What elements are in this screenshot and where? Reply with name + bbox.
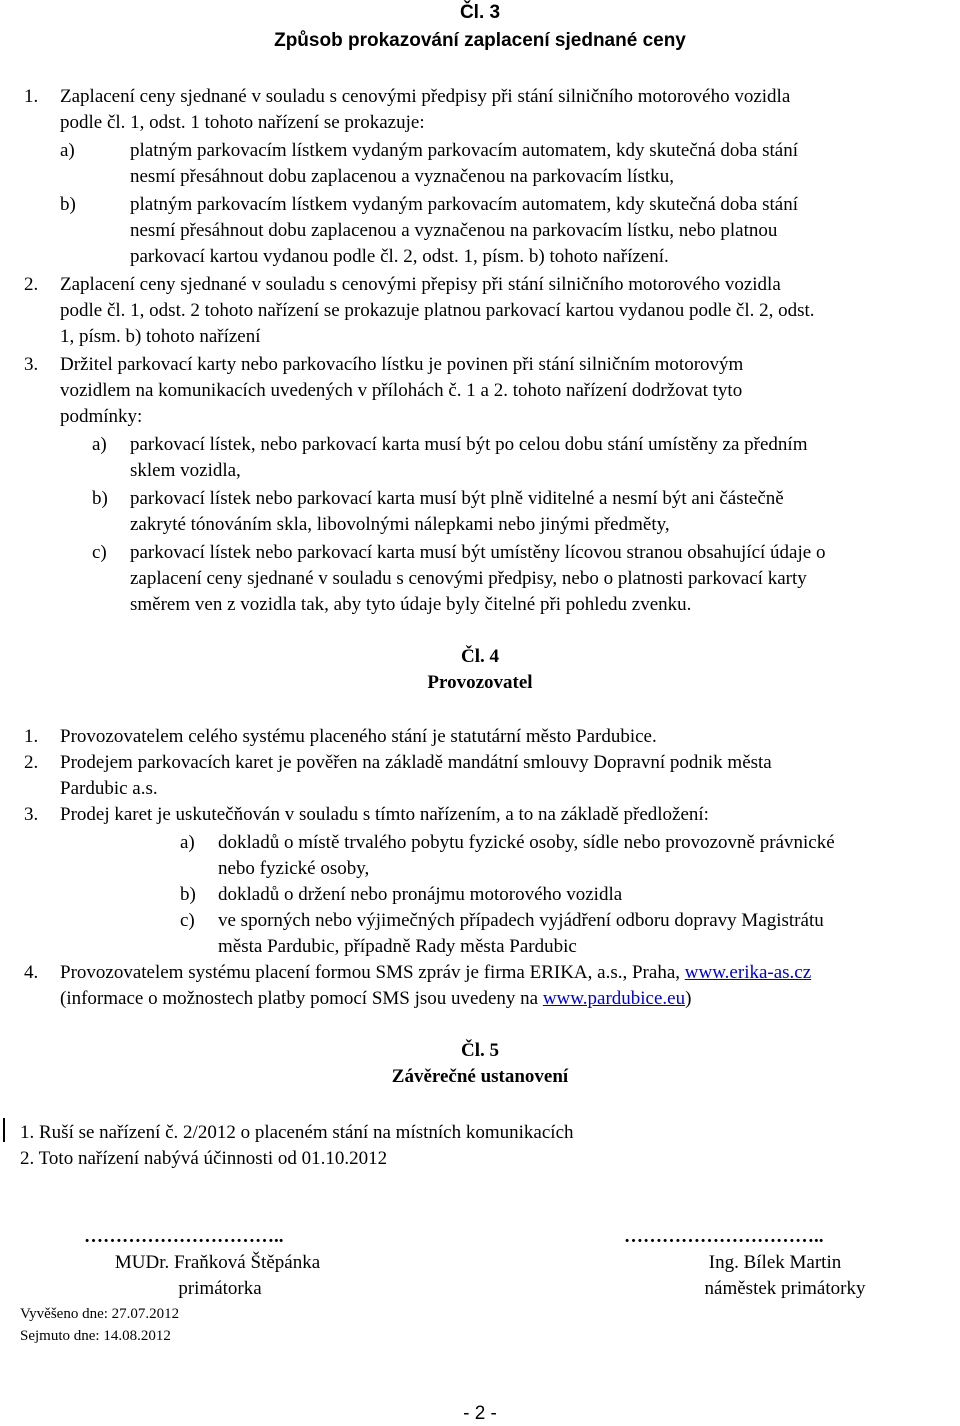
art3-b-line1: platným parkovacím lístkem vydaným parkovacím automatem, kdy skutečná doba stání [130, 194, 798, 215]
right-signature-line: ………………………….. [624, 1226, 824, 1247]
art3-p3-line2: vozidlem na komunikacích uvedených v přílohách č. 1 a 2. tohoto nařízení dodržovat tyto [60, 380, 743, 401]
art4-a-line1: dokladů o místě trvalého pobytu fyzické osoby, sídle nebo provozovně právnické [218, 832, 835, 853]
art4-heading: Čl. 4 [461, 646, 499, 667]
art5-title: Závěrečné ustanovení [391, 1066, 569, 1087]
right-signatory-role: náměstek primátorky [704, 1278, 866, 1299]
left-signature-line: ………………………….. [84, 1226, 284, 1247]
left-signatory-name: MUDr. Fraňková Štěpánka [114, 1252, 321, 1273]
erika-link[interactable]: www.erika-as.cz [684, 962, 812, 983]
art4-c-line1: ve sporných nebo výjimečných případech vyjádření odboru dopravy Magistrátu [218, 910, 824, 931]
revision-bar [3, 1118, 5, 1142]
art3-a-line1: platným parkovacím lístkem vydaným parkovacím automatem, kdy skutečná doba stání [130, 140, 798, 161]
art4-p4-line1-text: Provozovatelem systému placení formou SMS zpráv je firma ERIKA, a.s., Praha, [60, 962, 685, 983]
art4-p3-number: 3. [24, 804, 39, 825]
art3-cond-a-label: a) [92, 434, 107, 455]
art4-p2-number: 2. [24, 752, 39, 773]
art4-p1: Provozovatelem celého systému placeného stání je statutární město Pardubice. [60, 726, 657, 747]
art3-cond-b-label: b) [92, 488, 108, 509]
art3-heading: Čl. 3 [459, 2, 501, 23]
right-signatory-name: Ing. Bílek Martin [708, 1252, 842, 1273]
art5-p2: 2. Toto nařízení nabývá účinnosti od 01.10.2012 [20, 1148, 388, 1169]
art4-c-line2: města Pardubic, případně Rady města Pardubic [218, 936, 577, 957]
art4-p3: Prodej karet je uskutečňován v souladu s tímto nařízením, a to na základě předložení: [60, 804, 709, 825]
art3-p3-line1: Držitel parkovací karty nebo parkovacího lístku je povinen při stání silničním motorovým [60, 354, 744, 375]
art4-c-label: c) [180, 910, 195, 931]
art3-title: Způsob prokazování zaplacení sjednané ceny [274, 30, 686, 51]
art5-p1: 1. Ruší se nařízení č. 2/2012 o placeném stání na místních komunikacích [20, 1122, 574, 1143]
art4-a-label: a) [180, 832, 195, 853]
art3-p1-line1: Zaplacení ceny sjednané v souladu s cenovými předpisy při stání silničního motorového vozidla [60, 86, 791, 107]
art3-p2-line3: 1, písm. b) tohoto nařízení [60, 326, 261, 347]
art3-p2-number: 2. [24, 274, 39, 295]
art4-a-line2: nebo fyzické osoby, [218, 858, 370, 879]
art3-p3-line3: podmínky: [60, 406, 143, 427]
art3-cond-a-line2: sklem vozidla, [130, 460, 241, 481]
art4-p2-line1: Prodejem parkovacích karet je pověřen na základě mandátní smlouvy Dopravní podnik města [60, 752, 772, 773]
art3-cond-b-line2: zakryté tónováním skla, libovolnými nálepkami nebo jinými předměty, [130, 514, 670, 535]
art4-p4-line2-end: ) [685, 988, 692, 1009]
art4-p2-line2: Pardubic a.s. [60, 778, 158, 799]
art4-p4-line2 [60, 986, 691, 1012]
pardubice-link[interactable]: www.pardubice.eu [542, 988, 686, 1009]
art3-a-label: a) [60, 140, 75, 161]
art3-cond-a-line1: parkovací lístek, nebo parkovací karta musí být po celou dobu stání umístěny za předním [130, 434, 808, 455]
art3-p3-number: 3. [24, 354, 39, 375]
art3-cond-c-label: c) [92, 542, 107, 563]
art3-cond-b-line1: parkovací lístek nebo parkovací karta musí být plně viditelné a nesmí být ani částečně [130, 488, 784, 509]
art3-cond-c-line2: zaplacení ceny sjednané v souladu s cenovými předpisy, nebo o platnosti parkovací karty [130, 568, 807, 589]
art3-p2-line1: Zaplacení ceny sjednané v souladu s cenovými přepisy při stání silničního motorového vozidla [60, 274, 781, 295]
art3-p1-number: 1. [24, 86, 39, 107]
art3-a-line2: nesmí přesáhnout dobu zaplacenou a vyznačenou na parkovacím lístku, [130, 166, 674, 187]
art3-cond-c-line3: směrem ven z vozidla tak, aby tyto údaje byly čitelné při pohledu zvenku. [130, 594, 692, 615]
art3-b-line3: parkovací kartou vydanou podle čl. 2, odst. 1, písm. b) tohoto nařízení. [130, 246, 669, 267]
art5-heading: Čl. 5 [461, 1040, 499, 1061]
art4-b-label: b) [180, 884, 196, 905]
art3-b-label: b) [60, 194, 76, 215]
art3-p1-line2: podle čl. 1, odst. 1 tohoto nařízení se prokazuje: [60, 112, 425, 133]
art4-p1-number: 1. [24, 726, 39, 747]
art4-p4-line1 [60, 960, 811, 986]
art3-b-line2: nesmí přesáhnout dobu zaplacenou a vyznačenou na parkovacím lístku, nebo platnou [130, 220, 778, 241]
page-number: - 2 - [463, 1403, 497, 1424]
removed-date: Sejmuto dne: 14.08.2012 [20, 1328, 171, 1344]
art4-p4-number: 4. [24, 962, 39, 983]
art3-cond-c-line1: parkovací lístek nebo parkovací karta musí být umístěny lícovou stranou obsahující údaje o [130, 542, 826, 563]
left-signatory-role: primátorka [178, 1278, 262, 1299]
posted-date: Vyvěšeno dne: 27.07.2012 [20, 1306, 180, 1322]
art4-b-line1: dokladů o držení nebo pronájmu motorového vozidla [218, 884, 623, 905]
art4-p4-line2-text: (informace o možnostech platby pomocí SMS jsou uvedeny na [60, 988, 543, 1009]
art3-p2-line2: podle čl. 1, odst. 2 tohoto nařízení se prokazuje platnou parkovací kartou vydanou podle čl. 2, odst. [60, 300, 815, 321]
art4-title: Provozovatel [427, 672, 533, 693]
